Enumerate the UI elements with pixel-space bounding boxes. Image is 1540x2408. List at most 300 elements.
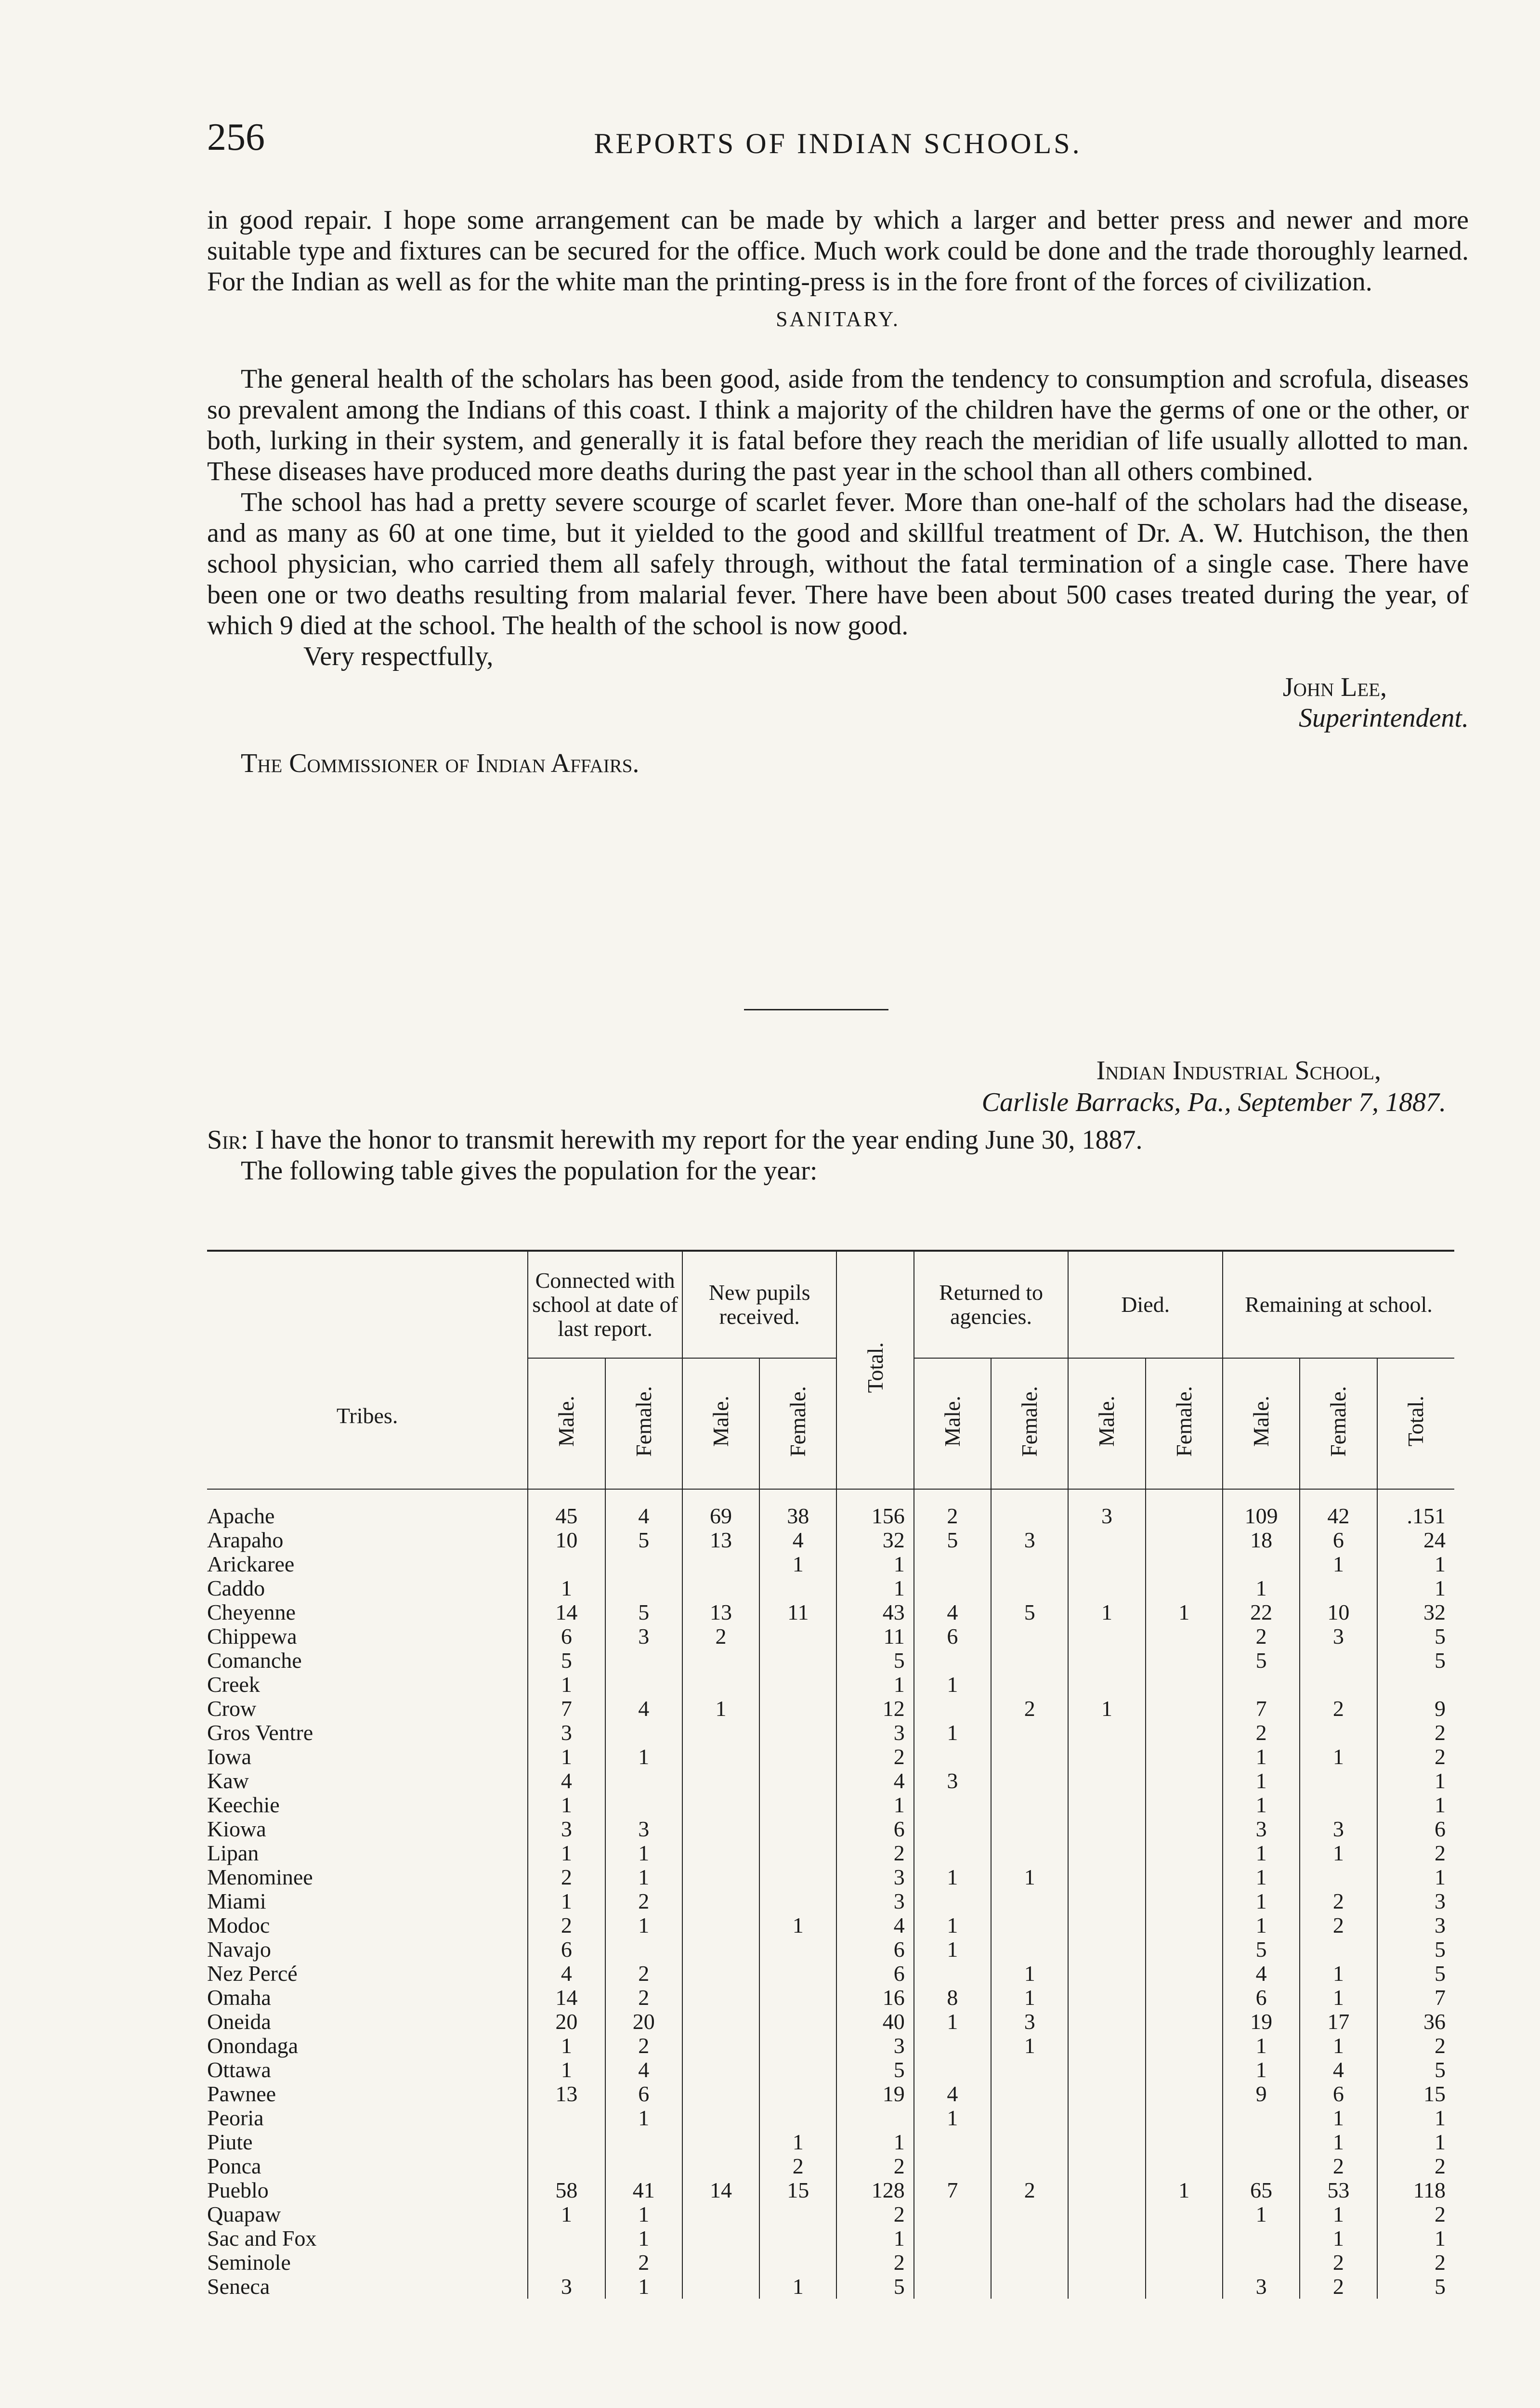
total-cell: 1 xyxy=(836,2130,914,2154)
total-cell xyxy=(836,2106,914,2130)
new-male-cell xyxy=(682,1745,759,1769)
table-row xyxy=(207,1745,1454,1769)
remaining-male-cell: 2 xyxy=(1223,1624,1300,1649)
remaining-total-cell: 6 xyxy=(1377,1817,1454,1841)
addressee-text: The Commissioner of Indian Affairs. xyxy=(241,748,639,778)
remaining-male-cell: 1 xyxy=(1223,1576,1300,1600)
new-female-cell xyxy=(759,1986,836,2010)
returned-female-cell xyxy=(991,2058,1068,2082)
returned-female-cell xyxy=(991,2106,1068,2130)
returned-female-cell: 3 xyxy=(991,2010,1068,2034)
col-label-male: Male. xyxy=(1094,1395,1119,1447)
remaining-female-cell: 4 xyxy=(1300,2058,1377,2082)
remaining-total-cell: 5 xyxy=(1377,1624,1454,1649)
tribe-name-cell: Crow xyxy=(207,1697,257,1721)
new-male-cell xyxy=(682,2058,759,2082)
total-cell: 5 xyxy=(836,1649,914,1673)
died-female-cell xyxy=(1146,1624,1223,1649)
table-row xyxy=(207,1817,1454,1841)
report-body xyxy=(207,205,1469,779)
died-female-cell xyxy=(1146,1913,1223,1937)
table-row xyxy=(207,1649,1454,1673)
new-female-cell: 11 xyxy=(759,1600,836,1624)
connected-male-cell: 1 xyxy=(528,2202,605,2226)
new-male-cell xyxy=(682,2082,759,2106)
connected-male-cell: 58 xyxy=(528,2178,605,2202)
table-row xyxy=(207,1913,1454,1937)
connected-female-cell: 41 xyxy=(605,2178,682,2202)
new-male-cell xyxy=(682,2010,759,2034)
connected-female-cell: 2 xyxy=(605,1889,682,1913)
remaining-female-cell xyxy=(1300,1721,1377,1745)
new-female-cell xyxy=(759,1745,836,1769)
returned-male-cell: 4 xyxy=(914,2082,991,2106)
died-male-cell xyxy=(1068,2082,1145,2106)
connected-male-cell: 7 xyxy=(528,1697,605,1721)
connected-female-cell: 2 xyxy=(605,2251,682,2275)
died-male-cell xyxy=(1068,1624,1145,1649)
table-row xyxy=(207,1673,1454,1697)
new-male-cell xyxy=(682,1552,759,1576)
new-male-cell xyxy=(682,2226,759,2251)
remaining-total-header xyxy=(1377,1358,1454,1489)
died-male-cell xyxy=(1068,1865,1145,1889)
returned-female-cell: 1 xyxy=(991,1962,1068,1986)
remaining-male-header xyxy=(1223,1358,1300,1489)
remaining-male-cell: 1 xyxy=(1223,2202,1300,2226)
tribe-name-cell: Arickaree xyxy=(207,1552,295,1576)
remaining-male-cell: 1 xyxy=(1223,1865,1300,1889)
total-cell: 3 xyxy=(836,1721,914,1745)
died-male-cell xyxy=(1068,1673,1145,1697)
died-female-cell xyxy=(1146,1986,1223,2010)
col-label-male: Male. xyxy=(940,1395,965,1447)
connected-male-cell: 1 xyxy=(528,1576,605,1600)
total-cell: 2 xyxy=(836,2154,914,2178)
new-female-cell: 38 xyxy=(759,1489,836,1528)
connected-male-cell: 2 xyxy=(528,1865,605,1889)
connected-female-cell xyxy=(605,1649,682,1673)
died-female-cell xyxy=(1146,1528,1223,1552)
remaining-header: Remaining at school. xyxy=(1223,1251,1454,1358)
connected-female-cell: 2 xyxy=(605,1962,682,1986)
remaining-male-cell xyxy=(1223,2226,1300,2251)
died-female-cell xyxy=(1146,1552,1223,1576)
connected-header: Connected with school at date of last report. xyxy=(528,1251,682,1358)
remaining-female-cell: 6 xyxy=(1300,1528,1377,1552)
new-female-cell xyxy=(759,1624,836,1649)
died-female-cell xyxy=(1146,1769,1223,1793)
tribe-name-cell: Quapaw xyxy=(207,2202,281,2226)
returned-male-cell: 8 xyxy=(914,1986,991,2010)
returned-male-cell xyxy=(914,2058,991,2082)
connected-male-cell xyxy=(528,2130,605,2154)
remaining-female-cell: 3 xyxy=(1300,1624,1377,1649)
returned-male-cell: 2 xyxy=(914,1489,991,1528)
remaining-female-cell: 3 xyxy=(1300,1817,1377,1841)
returned-male-cell: 5 xyxy=(914,1528,991,1552)
remaining-total-cell: 1 xyxy=(1377,1576,1454,1600)
connected-male-cell: 3 xyxy=(528,1817,605,1841)
connected-male-cell: 4 xyxy=(528,1962,605,1986)
remaining-female-cell: 2 xyxy=(1300,2251,1377,2275)
new-female-cell xyxy=(759,1769,836,1793)
remaining-female-cell: 1 xyxy=(1300,2034,1377,2058)
died-female-cell xyxy=(1146,1841,1223,1865)
new-male-cell: 13 xyxy=(682,1600,759,1624)
returned-female-cell xyxy=(991,1937,1068,1962)
returned-female-cell xyxy=(991,1624,1068,1649)
table-row xyxy=(207,1697,1454,1721)
total-cell: 4 xyxy=(836,1769,914,1793)
tribe-name-cell: Ottawa xyxy=(207,2058,271,2082)
new-male-cell: 14 xyxy=(682,2178,759,2202)
letter-body xyxy=(207,1125,1469,1186)
table-row xyxy=(207,1865,1454,1889)
returned-female-header xyxy=(991,1358,1068,1489)
signature-title: Superintendent. xyxy=(1298,703,1469,733)
died-female-cell xyxy=(1146,2058,1223,2082)
died-male-cell xyxy=(1068,2275,1145,2299)
connected-male-cell: 6 xyxy=(528,1937,605,1962)
connected-male-cell: 2 xyxy=(528,1913,605,1937)
connected-male-cell: 3 xyxy=(528,1721,605,1745)
connected-male-cell: 20 xyxy=(528,2010,605,2034)
died-female-cell xyxy=(1146,1649,1223,1673)
connected-female-cell: 3 xyxy=(605,1817,682,1841)
table-row xyxy=(207,2010,1454,2034)
returned-female-cell xyxy=(991,2130,1068,2154)
tribe-name-cell: Comanche xyxy=(207,1649,302,1673)
remaining-male-cell: 1 xyxy=(1223,2058,1300,2082)
tribe-name-cell: Arapaho xyxy=(207,1528,284,1552)
total-cell: 2 xyxy=(836,1841,914,1865)
remaining-female-cell: 1 xyxy=(1300,2202,1377,2226)
total-header-label: Total. xyxy=(862,1342,887,1393)
connected-male-cell xyxy=(528,1552,605,1576)
returned-female-cell xyxy=(991,2082,1068,2106)
new-female-cell xyxy=(759,2226,836,2251)
remaining-female-cell xyxy=(1300,1673,1377,1697)
connected-male-cell: 3 xyxy=(528,2275,605,2299)
returned-female-cell: 1 xyxy=(991,2034,1068,2058)
remaining-male-cell xyxy=(1223,2154,1300,2178)
new-male-cell xyxy=(682,1937,759,1962)
returned-male-cell xyxy=(914,2202,991,2226)
total-cell: 16 xyxy=(836,1986,914,2010)
remaining-total-cell: 5 xyxy=(1377,1649,1454,1673)
total-cell: 6 xyxy=(836,1937,914,1962)
returned-female-cell xyxy=(991,1745,1068,1769)
died-female-cell xyxy=(1146,1962,1223,1986)
connected-male-cell: 10 xyxy=(528,1528,605,1552)
remaining-male-cell xyxy=(1223,2130,1300,2154)
remaining-total-cell: 15 xyxy=(1377,2082,1454,2106)
died-male-cell xyxy=(1068,1745,1145,1769)
connected-male-cell: 6 xyxy=(528,1624,605,1649)
connected-female-cell xyxy=(605,1552,682,1576)
returned-male-cell xyxy=(914,2034,991,2058)
died-female-cell xyxy=(1146,1937,1223,1962)
remaining-female-cell xyxy=(1300,1576,1377,1600)
total-cell: 1 xyxy=(836,1673,914,1697)
new-male-cell xyxy=(682,1817,759,1841)
died-female-cell xyxy=(1146,1697,1223,1721)
connected-female-cell: 1 xyxy=(605,2226,682,2251)
died-male-cell xyxy=(1068,1576,1145,1600)
new-female-header xyxy=(759,1358,836,1489)
new-female-cell xyxy=(759,1962,836,1986)
returned-male-cell xyxy=(914,1841,991,1865)
remaining-female-cell xyxy=(1300,1865,1377,1889)
remaining-total-cell xyxy=(1377,1673,1454,1697)
remaining-female-cell: 2 xyxy=(1300,2275,1377,2299)
remaining-total-cell: .151 xyxy=(1377,1489,1454,1528)
new-female-cell: 1 xyxy=(759,2275,836,2299)
new-female-cell: 15 xyxy=(759,2178,836,2202)
tribe-name-cell: Kiowa xyxy=(207,1817,266,1841)
remaining-female-cell xyxy=(1300,1769,1377,1793)
died-female-cell xyxy=(1146,1817,1223,1841)
returned-male-cell xyxy=(914,1817,991,1841)
returned-male-cell: 6 xyxy=(914,1624,991,1649)
table-row xyxy=(207,1552,1454,1576)
remaining-female-cell: 1 xyxy=(1300,2130,1377,2154)
new-female-cell xyxy=(759,1865,836,1889)
returned-male-cell xyxy=(914,1745,991,1769)
new-male-cell xyxy=(682,1576,759,1600)
total-cell: 3 xyxy=(836,2034,914,2058)
died-header: Died. xyxy=(1068,1251,1223,1358)
salutation: Sir: xyxy=(207,1125,248,1155)
died-female-cell xyxy=(1146,1489,1223,1528)
table-row xyxy=(207,1769,1454,1793)
remaining-total-cell: 1 xyxy=(1377,1552,1454,1576)
returned-male-cell xyxy=(914,1649,991,1673)
col-label-female: Female. xyxy=(631,1386,656,1457)
died-male-cell xyxy=(1068,1721,1145,1745)
remaining-female-cell: 1 xyxy=(1300,2226,1377,2251)
new-female-cell: 4 xyxy=(759,1528,836,1552)
remaining-total-cell: 1 xyxy=(1377,2106,1454,2130)
returned-female-cell xyxy=(991,1552,1068,1576)
remaining-male-cell: 5 xyxy=(1223,1937,1300,1962)
new-female-cell xyxy=(759,1649,836,1673)
died-female-cell xyxy=(1146,1889,1223,1913)
tribe-name-cell: Kaw xyxy=(207,1769,249,1793)
letterhead xyxy=(982,1055,1446,1118)
returned-male-cell xyxy=(914,1889,991,1913)
total-cell: 156 xyxy=(836,1489,914,1528)
population-table-body xyxy=(207,1489,1454,2299)
returned-female-cell: 1 xyxy=(991,1865,1068,1889)
new-female-cell xyxy=(759,1673,836,1697)
col-label-female: Female. xyxy=(1017,1386,1042,1457)
tribe-name-cell: Creek xyxy=(207,1673,260,1697)
remaining-total-cell: 5 xyxy=(1377,2058,1454,2082)
total-cell: 3 xyxy=(836,1865,914,1889)
table-row xyxy=(207,2251,1454,2275)
remaining-total-cell: 2 xyxy=(1377,2251,1454,2275)
population-table-wrap xyxy=(207,1250,1454,2299)
tribe-name-cell: Nez Percé xyxy=(207,1962,298,1986)
section-heading-sanitary: SANITARY. xyxy=(776,307,900,331)
total-cell: 2 xyxy=(836,2202,914,2226)
total-cell: 5 xyxy=(836,2058,914,2082)
connected-female-cell: 1 xyxy=(605,1865,682,1889)
new-male-cell xyxy=(682,2275,759,2299)
page-number: 256 xyxy=(207,116,265,158)
table-row xyxy=(207,1962,1454,1986)
died-male-cell xyxy=(1068,2130,1145,2154)
died-male-cell xyxy=(1068,2226,1145,2251)
remaining-male-cell: 1 xyxy=(1223,1745,1300,1769)
remaining-total-cell: 5 xyxy=(1377,2275,1454,2299)
new-male-cell: 2 xyxy=(682,1624,759,1649)
total-cell: 4 xyxy=(836,1913,914,1937)
new-male-cell xyxy=(682,1986,759,2010)
tribe-name-cell: Apache xyxy=(207,1504,275,1528)
connected-female-cell xyxy=(605,1769,682,1793)
died-male-cell xyxy=(1068,1986,1145,2010)
new-male-cell xyxy=(682,1769,759,1793)
connected-male-cell: 1 xyxy=(528,2034,605,2058)
tribe-name-cell: Peoria xyxy=(207,2106,264,2130)
total-cell: 1 xyxy=(836,1793,914,1817)
connected-female-cell: 5 xyxy=(605,1528,682,1552)
died-male-cell xyxy=(1068,1552,1145,1576)
remaining-female-cell: 10 xyxy=(1300,1600,1377,1624)
returned-male-cell xyxy=(914,2154,991,2178)
table-row xyxy=(207,1489,1454,1528)
connected-female-cell: 1 xyxy=(605,2106,682,2130)
total-cell: 19 xyxy=(836,2082,914,2106)
table-row xyxy=(207,2106,1454,2130)
remaining-total-cell: 32 xyxy=(1377,1600,1454,1624)
remaining-female-header xyxy=(1300,1358,1377,1489)
new-male-cell xyxy=(682,2034,759,2058)
connected-male-cell: 14 xyxy=(528,1600,605,1624)
died-male-cell xyxy=(1068,1841,1145,1865)
letter-paragraph-1-text: I have the honor to transmit herewith my report for the year ending June 30, 1887. xyxy=(255,1125,1143,1155)
remaining-male-cell: 1 xyxy=(1223,2034,1300,2058)
returned-female-cell: 2 xyxy=(991,2178,1068,2202)
connected-female-header xyxy=(605,1358,682,1489)
remaining-female-cell: 42 xyxy=(1300,1489,1377,1528)
tribe-name-cell: Pueblo xyxy=(207,2178,269,2202)
remaining-male-cell: 22 xyxy=(1223,1600,1300,1624)
remaining-male-cell: 7 xyxy=(1223,1697,1300,1721)
died-male-cell xyxy=(1068,1817,1145,1841)
died-female-cell: 1 xyxy=(1146,2178,1223,2202)
died-male-cell xyxy=(1068,2154,1145,2178)
new-female-cell xyxy=(759,1889,836,1913)
returned-male-cell: 1 xyxy=(914,1937,991,1962)
new-female-cell xyxy=(759,1817,836,1841)
new-female-cell xyxy=(759,1841,836,1865)
returned-female-cell xyxy=(991,2275,1068,2299)
returned-male-cell: 1 xyxy=(914,1865,991,1889)
tribe-name-cell: Keechie xyxy=(207,1793,280,1817)
remaining-total-cell: 2 xyxy=(1377,1841,1454,1865)
returned-header: Returned to agencies. xyxy=(914,1251,1069,1358)
tribe-name-cell: Omaha xyxy=(207,1986,271,2010)
died-male-cell xyxy=(1068,1937,1145,1962)
connected-female-cell xyxy=(605,2130,682,2154)
new-male-cell xyxy=(682,2130,759,2154)
new-male-cell xyxy=(682,1889,759,1913)
remaining-total-cell: 2 xyxy=(1377,1745,1454,1769)
connected-female-cell: 4 xyxy=(605,1697,682,1721)
remaining-male-cell: 3 xyxy=(1223,2275,1300,2299)
died-male-cell xyxy=(1068,2251,1145,2275)
total-cell: 12 xyxy=(836,1697,914,1721)
col-label-male: Male. xyxy=(1249,1395,1274,1447)
sanitary-paragraph-1: The general health of the scholars has been good, aside from the tendency to consumption and scrofula, diseases so prevalent among the Indians of this coast. I think a majority of the children have the germs of one or the other, or both, lurking in their system, and generally it is fatal before they reach the meridian of life usually allotted to man. These diseases have produced more deaths during the past year in the school than all others combined. xyxy=(207,364,1469,486)
col-label-male: Male. xyxy=(554,1395,579,1447)
remaining-total-cell: 1 xyxy=(1377,2130,1454,2154)
returned-female-cell xyxy=(991,1649,1068,1673)
returned-female-cell xyxy=(991,1913,1068,1937)
connected-female-cell: 1 xyxy=(605,2202,682,2226)
remaining-total-cell: 118 xyxy=(1377,2178,1454,2202)
total-cell: 3 xyxy=(836,1889,914,1913)
remaining-female-cell: 1 xyxy=(1300,2106,1377,2130)
returned-female-cell xyxy=(991,2251,1068,2275)
returned-female-cell xyxy=(991,2202,1068,2226)
letter-paragraph-2: The following table gives the population for the year: xyxy=(241,1156,818,1186)
tribe-name-cell: Pawnee xyxy=(207,2082,276,2106)
new-pupils-header: New pupils received. xyxy=(682,1251,837,1358)
remaining-female-cell: 2 xyxy=(1300,1913,1377,1937)
returned-male-cell xyxy=(914,2275,991,2299)
connected-female-cell: 1 xyxy=(605,1745,682,1769)
tribe-name-cell: Oneida xyxy=(207,2010,271,2034)
new-male-cell xyxy=(682,1793,759,1817)
returned-female-cell xyxy=(991,1769,1068,1793)
died-male-cell xyxy=(1068,1913,1145,1937)
table-row xyxy=(207,2034,1454,2058)
remaining-female-cell: 2 xyxy=(1300,2154,1377,2178)
new-male-cell xyxy=(682,1841,759,1865)
new-female-cell xyxy=(759,1697,836,1721)
remaining-total-cell: 1 xyxy=(1377,1865,1454,1889)
section-divider xyxy=(744,1009,888,1010)
returned-female-cell: 1 xyxy=(991,1986,1068,2010)
remaining-female-cell: 2 xyxy=(1300,1889,1377,1913)
died-female-cell xyxy=(1146,2010,1223,2034)
died-male-cell: 1 xyxy=(1068,1697,1145,1721)
institution-name: Indian Industrial School, xyxy=(1096,1056,1381,1086)
new-female-cell xyxy=(759,2082,836,2106)
new-male-header xyxy=(682,1358,759,1489)
new-male-cell xyxy=(682,1673,759,1697)
new-male-cell xyxy=(682,2106,759,2130)
tribe-name-cell: Chippewa xyxy=(207,1624,297,1649)
col-label-female: Female. xyxy=(785,1386,810,1457)
new-male-cell xyxy=(682,2154,759,2178)
returned-male-cell xyxy=(914,1793,991,1817)
died-female-cell xyxy=(1146,2226,1223,2251)
died-female-cell xyxy=(1146,2251,1223,2275)
new-male-cell xyxy=(682,2202,759,2226)
connected-female-cell: 1 xyxy=(605,2275,682,2299)
running-title: REPORTS OF INDIAN SCHOOLS. xyxy=(594,128,1082,159)
total-cell: 6 xyxy=(836,1962,914,1986)
returned-female-cell xyxy=(991,1576,1068,1600)
returned-female-cell: 5 xyxy=(991,1600,1068,1624)
connected-female-cell xyxy=(605,1673,682,1697)
